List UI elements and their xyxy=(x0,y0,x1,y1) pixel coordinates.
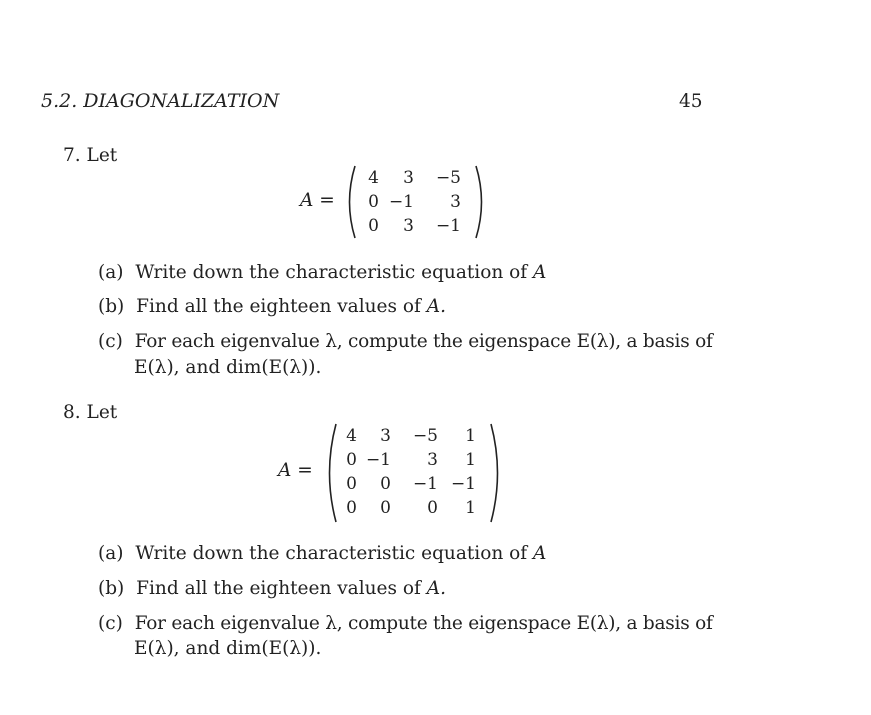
matrix-cell: 0 xyxy=(346,498,357,518)
part-var: A xyxy=(533,262,547,283)
matrix-cell: 1 xyxy=(465,450,476,470)
matrix-cell: 0 xyxy=(346,450,357,470)
part-label: (b) xyxy=(98,578,125,599)
matrix-cell: 0 xyxy=(427,498,438,518)
part-text: Write down the characteristic equation of xyxy=(135,543,534,564)
matrix-cell: 3 xyxy=(450,192,461,212)
part-var: A. xyxy=(426,578,446,599)
part-label: (c) xyxy=(98,331,123,352)
part-text: Find all the eighteen values of xyxy=(136,578,427,599)
problem-7-part-a xyxy=(98,262,546,283)
matrix-cell: −5 xyxy=(412,426,438,446)
problem-8-matrix xyxy=(322,422,507,524)
matrix-cell: 3 xyxy=(427,450,438,470)
matrix-cell: −5 xyxy=(435,168,461,188)
problem-7-part-b xyxy=(98,296,446,317)
problem-8-part-c-line2: E(λ), and dim(E(λ)). xyxy=(134,638,322,659)
matrix-cell: 0 xyxy=(380,474,391,494)
matrix-cell: −1 xyxy=(388,192,414,212)
problem-8-part-b xyxy=(98,578,446,599)
problem-7-matrix xyxy=(343,164,493,240)
matrix-cell: 0 xyxy=(368,216,379,236)
part-var: A. xyxy=(426,296,446,317)
problem-7-label: 7. Let xyxy=(63,145,118,166)
problem-8-part-a xyxy=(98,543,546,564)
matrix-cell: 0 xyxy=(346,474,357,494)
part-label: (b) xyxy=(98,296,125,317)
page-number: 45 xyxy=(679,91,703,112)
matrix-cell: 4 xyxy=(346,426,357,446)
matrix-cell: −1 xyxy=(365,450,391,470)
matrix-cell: 1 xyxy=(465,498,476,518)
problem-8-part-c xyxy=(98,613,713,634)
part-label: (a) xyxy=(98,262,124,283)
right-paren-icon xyxy=(474,164,488,240)
matrix-cell: −1 xyxy=(450,474,476,494)
part-var: A xyxy=(533,543,547,564)
matrix-cell: 0 xyxy=(368,192,379,212)
section-header: 5.2. DIAGONALIZATION xyxy=(41,90,280,112)
part-text: Find all the eighteen values of xyxy=(136,296,427,317)
part-text: For each eigenvalue λ, compute the eigenspace E(λ), a basis of xyxy=(134,331,713,352)
part-text: Write down the characteristic equation of xyxy=(135,262,534,283)
problem-7-part-c xyxy=(98,331,713,352)
matrix-cell: 0 xyxy=(380,498,391,518)
problem-8-lhs: A = xyxy=(278,460,313,481)
matrix-cell: 3 xyxy=(403,216,414,236)
problem-7-part-c-line2: E(λ), and dim(E(λ)). xyxy=(134,357,322,378)
matrix-cell: −1 xyxy=(435,216,461,236)
part-label: (a) xyxy=(98,543,124,564)
problem-7-lhs: A = xyxy=(300,190,335,211)
part-label: (c) xyxy=(98,613,123,634)
matrix-cell: −1 xyxy=(412,474,438,494)
problem-8-label: 8. Let xyxy=(63,402,118,423)
matrix-cell: 3 xyxy=(403,168,414,188)
matrix-cell: 3 xyxy=(380,426,391,446)
right-paren-icon xyxy=(489,422,505,524)
matrix-cell: 4 xyxy=(368,168,379,188)
part-text: For each eigenvalue λ, compute the eigenspace E(λ), a basis of xyxy=(134,613,713,634)
matrix-cell: 1 xyxy=(465,426,476,446)
